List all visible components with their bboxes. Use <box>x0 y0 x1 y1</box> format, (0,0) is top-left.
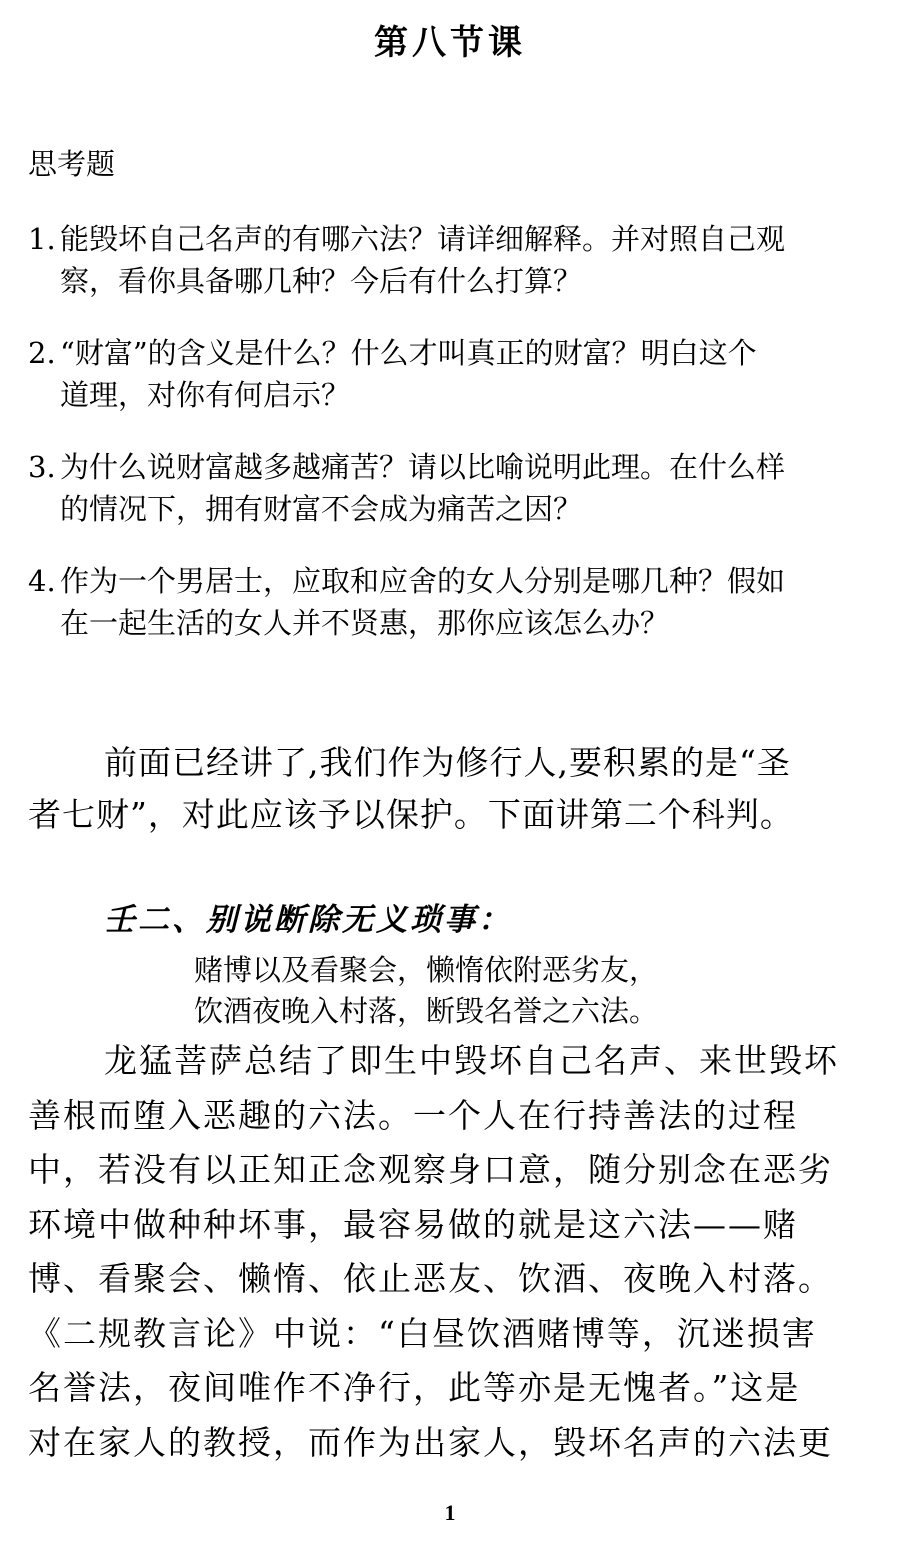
body-line: 环境中做种种坏事，最容易做的就是这六法——赌 <box>28 1204 798 1244</box>
question-text-line1: 能毁坏自己名声的有哪六法？请详细解释。并对照自己观 <box>60 222 786 256</box>
intro-paragraph <box>28 737 878 841</box>
body-line: 《二规教言论》中说：“白昼饮酒赌博等，沉迷损害 <box>28 1313 817 1353</box>
question-item <box>28 218 878 302</box>
question-number: 4. <box>28 564 56 598</box>
body-line: 龙猛菩萨总结了即生中毁坏自己名声、来世毁坏 <box>104 1041 839 1080</box>
question-text-line2: 察，看你具备哪几种？今后有什么打算？ <box>60 264 583 298</box>
verse-line2: 饮酒夜晚入村落，断毁名誉之六法。 <box>194 994 659 1028</box>
questions-heading: 思考题 <box>28 147 116 181</box>
body-line: 博、看聚会、懒惰、依止恶友、饮酒、夜晚入村落。 <box>28 1259 833 1298</box>
question-text-line2: 的情况下，拥有财富不会成为痛苦之因？ <box>60 492 583 526</box>
question-item <box>28 332 878 416</box>
question-number: 1. <box>28 222 56 256</box>
body-line: 名誉法，夜间唯作不净行，此等亦是无愧者。”这是 <box>28 1368 801 1407</box>
body-line: 中，若没有以正知正念观察身口意，随分别念在恶劣 <box>28 1150 833 1189</box>
question-number: 2. <box>28 336 56 370</box>
section-heading: 壬二、别说断除无义琐事： <box>104 902 512 938</box>
question-text-line2: 道理，对你有何启示？ <box>60 378 351 412</box>
body-paragraph <box>28 1034 878 1470</box>
intro-line1: 前面已经讲了,我们作为修行人,要积累的是“圣 <box>104 743 791 782</box>
page-number: 1 <box>444 1500 456 1525</box>
question-text-line1: “财富”的含义是什么？什么才叫真正的财富？明白这个 <box>60 336 757 370</box>
question-text-line1: 作为一个男居士，应取和应舍的女人分别是哪几种？假如 <box>60 564 786 598</box>
question-text-line2: 在一起生活的女人并不贤惠，那你应该怎么办？ <box>60 606 670 640</box>
page-title: 第八节课 <box>374 23 526 63</box>
verse-line1: 赌博以及看聚会，懒惰依附恶劣友， <box>194 953 659 987</box>
question-item <box>28 560 878 644</box>
question-text-line1: 为什么说财富越多越痛苦？请以比喻说明此理。在什么样 <box>60 450 786 484</box>
intro-line2: 者七财”，对此应该予以保护。下面讲第二个科判。 <box>28 795 794 834</box>
question-item <box>28 446 878 530</box>
body-line: 对在家人的教授，而作为出家人，毁坏名声的六法更 <box>28 1422 833 1462</box>
question-number: 3. <box>28 450 56 484</box>
body-line: 善根而堕入恶趣的六法。一个人在行持善法的过程 <box>28 1095 798 1135</box>
